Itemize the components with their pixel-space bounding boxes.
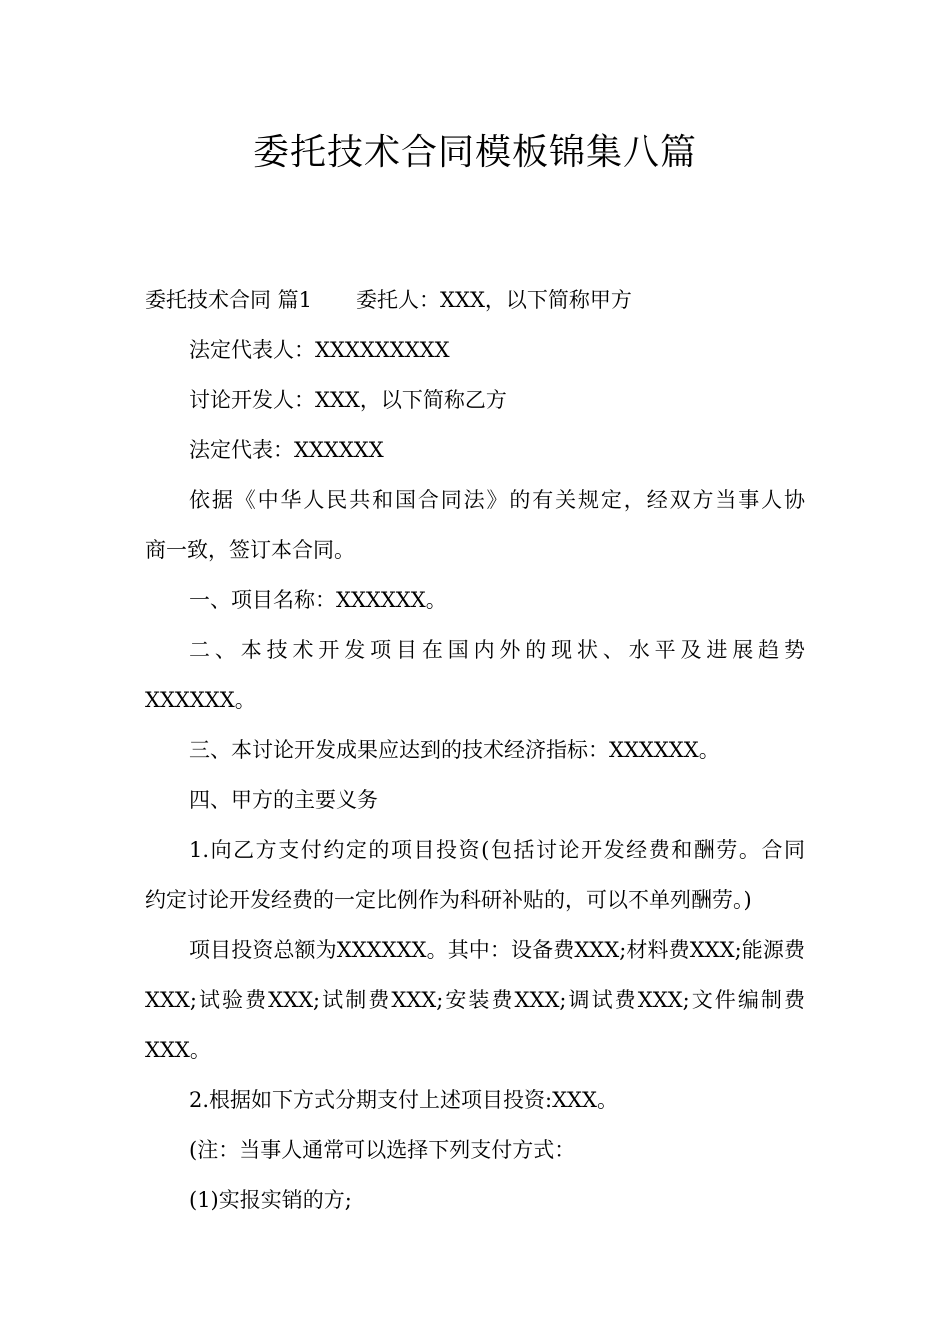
paragraph-line: 四、甲方的主要义务 — [189, 788, 378, 812]
paragraph-line: 商一致，签订本合同。 — [145, 538, 355, 562]
paragraph-line: 1.向乙方支付约定的项目投资(包括讨论开发经费和酬劳。合同 — [189, 838, 805, 862]
paragraph-line: 法定代表人：XXXXXXXXX — [189, 338, 450, 362]
contract-heading-line — [145, 275, 805, 325]
paragraph-line: XXX;试验费XXX;试制费XXX;安装费XXX;调试费XXX;文件编制费 — [145, 988, 805, 1012]
document-body — [145, 275, 805, 1225]
document-title: 委托技术合同模板锦集八篇 — [252, 132, 697, 173]
paragraph-line: 项目投资总额为XXXXXX。其中：设备费XXX;材料费XXX;能源费 — [189, 938, 805, 962]
paragraph-line: XXXXXX。 — [145, 688, 256, 712]
paragraph-line: 2.根据如下方式分期支付上述项目投资:XXX。 — [189, 1088, 618, 1112]
paragraph-line: (注：当事人通常可以选择下列支付方式： — [189, 1138, 576, 1162]
section-label: 委托技术合同 篇1 — [145, 288, 313, 312]
paragraph-line: XXX。 — [145, 1038, 211, 1062]
paragraph-line: 三、本讨论开发成果应达到的技术经济指标：XXXXXX。 — [189, 738, 720, 762]
paragraph-line: 约定讨论开发经费的一定比例作为科研补贴的，可以不单列酬劳。) — [145, 888, 752, 912]
paragraph-line: 二、本技术开发项目在国内外的现状、水平及进展趋势 — [189, 638, 805, 662]
paragraph-line: 依据《中华人民共和国合同法》的有关规定，经双方当事人协 — [189, 488, 805, 512]
client-line: 委托人：XXX，以下简称甲方 — [356, 288, 632, 312]
paragraph-line: 一、项目名称：XXXXXX。 — [189, 588, 447, 612]
paragraph-line: 讨论开发人：XXX，以下简称乙方 — [189, 388, 507, 412]
paragraph-line: (1)实报实销的方; — [189, 1188, 352, 1212]
paragraph-line: 法定代表：XXXXXX — [189, 438, 384, 462]
